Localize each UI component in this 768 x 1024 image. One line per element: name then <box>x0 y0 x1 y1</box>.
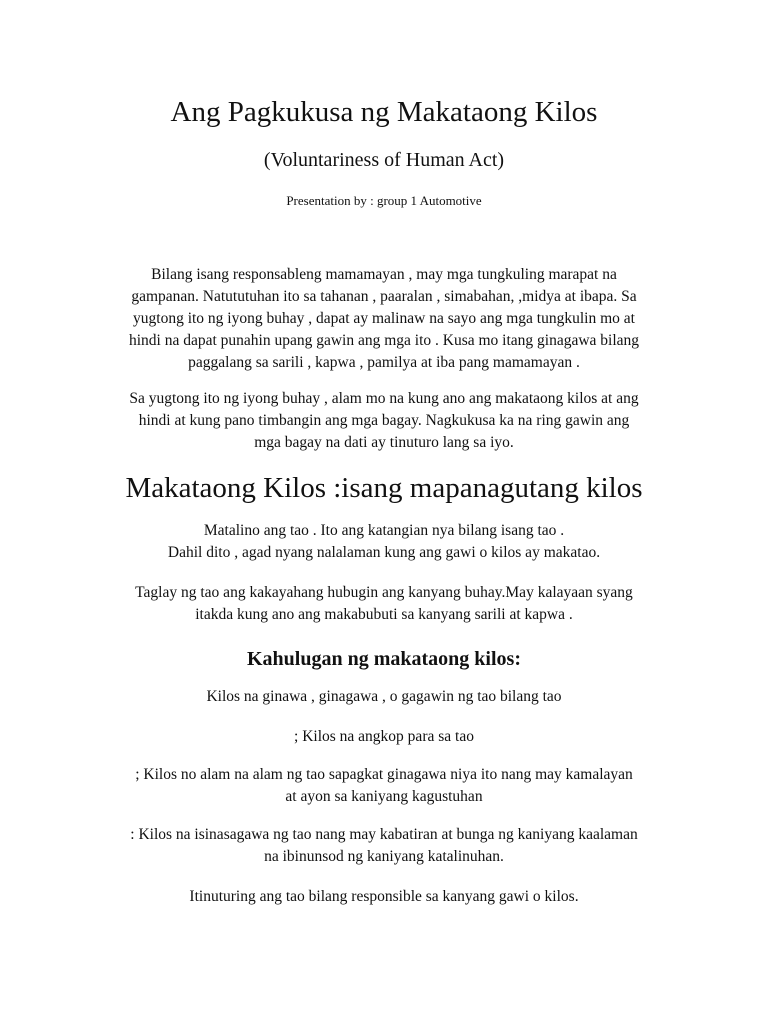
intro-paragraph-1 <box>84 264 684 374</box>
paragraph-line: Bilang isang responsableng mamamayan , may mga tungkuling marapat na <box>151 266 617 283</box>
definition-item <box>84 726 684 748</box>
paragraph-line: ; Kilos no alam na alam ng tao sapagkat ginagawa niya ito nang may kamalayan <box>135 766 633 783</box>
paragraph-line: hindi at kung pano timbangin ang mga bagay. Nagkukusa ka na ring gawin ang <box>138 412 630 429</box>
document-subtitle: (Voluntariness of Human Act) <box>263 149 505 171</box>
paragraph-line: na ibinunsod ng kaniyang katalinuhan. <box>264 848 504 865</box>
presentation-byline: Presentation by : group 1 Automotive <box>286 193 482 208</box>
paragraph-line: Dahil dito , agad nyang nalalaman kung ang gawi o kilos ay makatao. <box>167 544 601 561</box>
paragraph-line: hindi na dapat punahin upang gawin ang mga ito . Kusa mo itang ginagawa bilang <box>128 332 640 349</box>
intro-paragraph-2 <box>84 388 684 454</box>
section-heading: Makataong Kilos :isang mapanagutang kilos <box>125 472 643 504</box>
section-paragraph-2 <box>84 582 684 626</box>
definition-item <box>84 824 684 868</box>
paragraph-line: mga bagay na dati ay tinuturo lang sa iyo. <box>254 434 514 451</box>
definition-heading: Kahulugan ng makataong kilos: <box>247 648 521 670</box>
section-paragraph-1 <box>84 520 684 564</box>
paragraph-line: Kilos na ginawa , ginagawa , o gagawin ng tao bilang tao <box>206 688 562 705</box>
paragraph-line: ; Kilos na angkop para sa tao <box>294 728 474 745</box>
paragraph-line: gampanan. Natututuhan ito sa tahanan , paaralan , simabahan, ,midya at ibapa. Sa <box>131 288 637 305</box>
paragraph-line: Matalino ang tao . Ito ang katangian nya bilang isang tao . <box>203 522 565 539</box>
paragraph-line: Taglay ng tao ang kakayahang hubugin ang kanyang buhay.May kalayaan syang <box>135 584 633 601</box>
paragraph-line: : Kilos na isinasagawa ng tao nang may kabatiran at bunga ng kaniyang kaalaman <box>130 826 638 843</box>
paragraph-line: paggalang sa sarili , kapwa , pamilya at iba pang mamamayan . <box>188 354 580 371</box>
paragraph-line: yugtong ito ng iyong buhay , dapat ay malinaw na sayo ang mga tungkulin mo at <box>133 310 635 327</box>
closing-statement: Itinuturing ang tao bilang responsible sa kanyang gawi o kilos. <box>189 888 579 905</box>
paragraph-line: Sa yugtong ito ng iyong buhay , alam mo na kung ano ang makataong kilos at ang <box>129 390 639 407</box>
paragraph-line: at ayon sa kaniyang kagustuhan <box>285 788 483 805</box>
document-title: Ang Pagkukusa ng Makataong Kilos <box>170 96 598 128</box>
definition-item <box>84 764 684 808</box>
paragraph-line: itakda kung ano ang makabubuti sa kanyang sarili at kapwa . <box>195 606 573 623</box>
definition-item <box>84 686 684 708</box>
